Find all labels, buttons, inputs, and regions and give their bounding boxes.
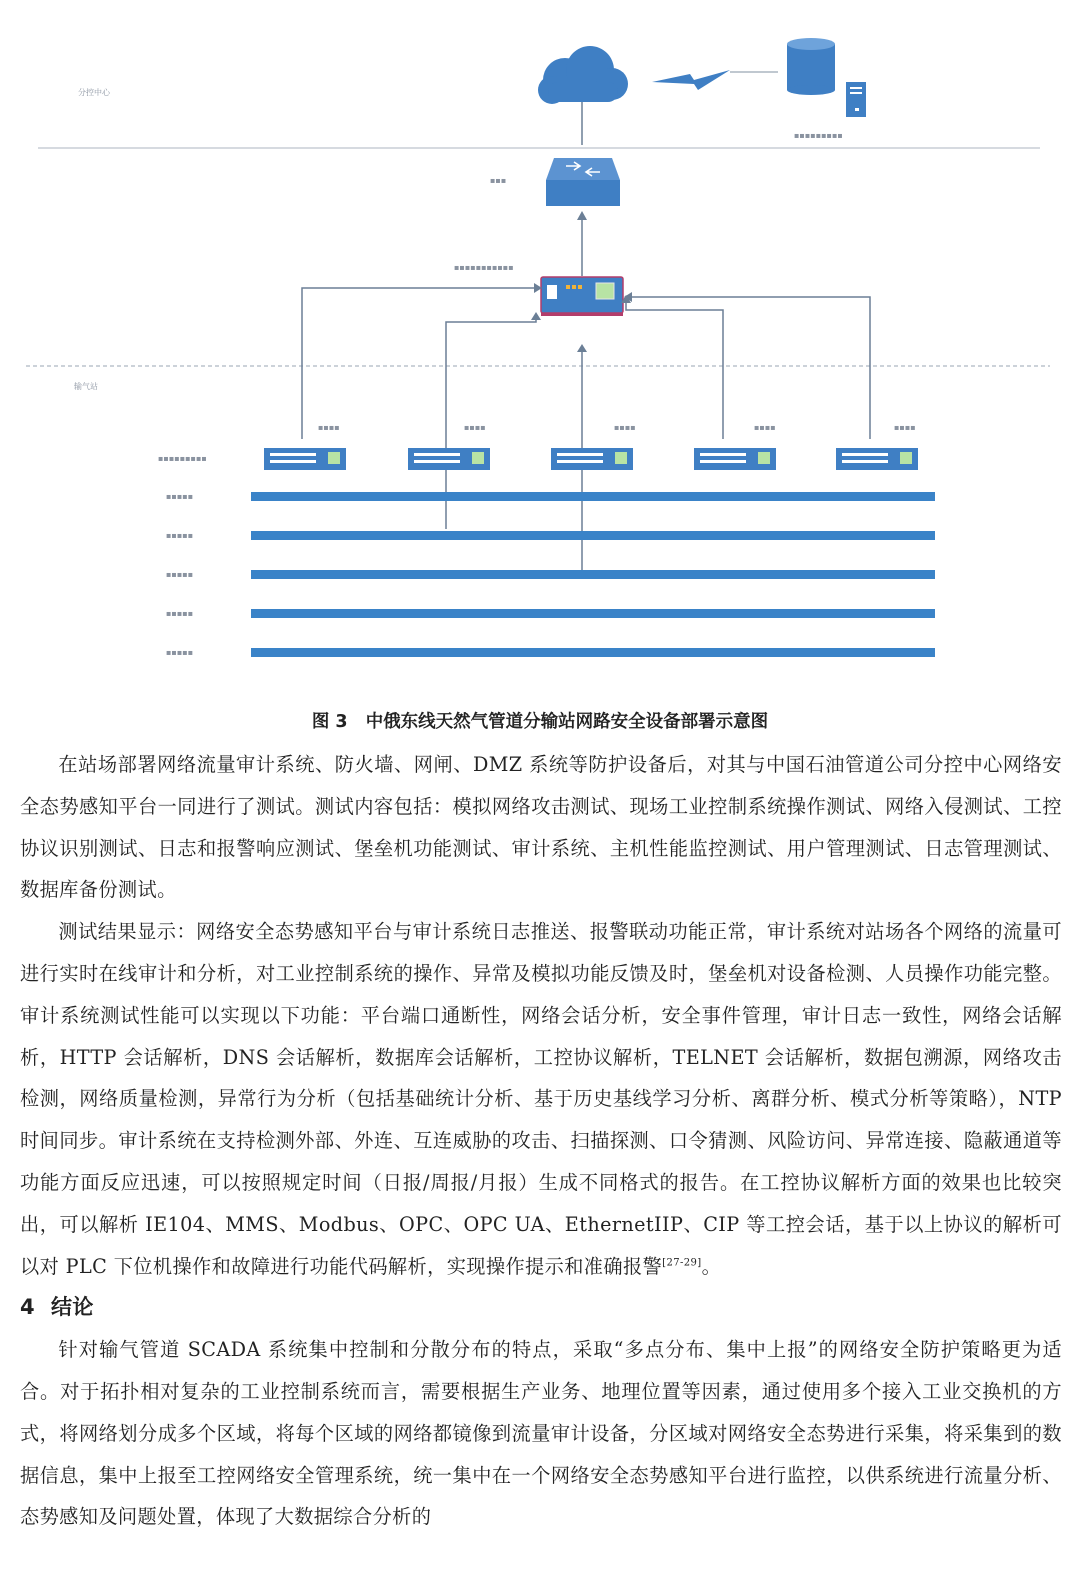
- industrial-switch-icon: [551, 423, 636, 470]
- mirror-links: [302, 288, 870, 570]
- svg-text:▪▪▪▪▪: ▪▪▪▪▪: [166, 492, 194, 501]
- figure-title: 中俄东线天然气管道分输站网路安全设备部署示意图: [365, 712, 769, 732]
- svg-text:▪▪▪▪▪: ▪▪▪▪▪: [166, 531, 194, 540]
- paragraph-test-setup: 在站场部署网络流量审计系统、防火墙、网闸、DMZ 系统等防护设备后，对其与中国石油管道公司分控中心网络安全态势感知平台一同进行了测试。测试内容包括：模拟网络攻击测试、现场工业控制系统操作测试、网络入侵测试、工控协议识别测试、日志和报警响应测试、堡垒机功能测试、审计系统、主机性能监控测试、用户管理测试、日志管理测试、数据库备份测试。: [20, 753, 1062, 902]
- industrial-network-bus: [166, 570, 935, 579]
- industrial-network-bus: [166, 609, 935, 618]
- server-icon: [846, 82, 866, 117]
- industrial-network-bus: [166, 648, 935, 657]
- citation-ref[interactable]: [27-29]: [662, 1257, 702, 1269]
- security-platform-label: ▪▪▪▪▪▪▪▪▪: [794, 131, 843, 140]
- audit-device-label: ▪▪▪▪▪▪▪▪▪▪▪: [454, 263, 514, 272]
- svg-text:▪▪▪▪: ▪▪▪▪: [754, 423, 776, 432]
- database-icon: [787, 38, 835, 95]
- cloud-icon: [538, 46, 628, 104]
- svg-text:▪▪▪▪: ▪▪▪▪: [614, 423, 636, 432]
- firewall-icon: [546, 158, 620, 206]
- svg-text:▪▪▪▪: ▪▪▪▪: [464, 423, 486, 432]
- paragraph-test-results: [20, 911, 1062, 1287]
- svg-text:▪▪▪▪▪: ▪▪▪▪▪: [166, 609, 194, 618]
- svg-text:▪▪▪▪: ▪▪▪▪: [894, 423, 916, 432]
- svg-text:▪▪▪▪▪: ▪▪▪▪▪: [166, 648, 194, 657]
- industrial-network-bus: [166, 492, 935, 501]
- industrial-switch-icon: [694, 423, 776, 470]
- figure-caption: [0, 708, 1080, 733]
- paragraph-test-results-text: 测试结果显示：网络安全态势感知平台与审计系统日志推送、报警联动功能正常，审计系统对站场各个网络的流量可进行实时在线审计和分析，对工业控制系统的操作、异常及模拟功能反馈及时，堡垒机对设备检测、人员操作功能完整。审计系统测试性能可以实现以下功能：平台端口通断性，网络会话分析，安全事件管理，审计日志一致性，网络会话解析，HTTP 会话解析，DNS 会话解析，数据库会话解析，工控协议解析，TELNET 会话解析，数据包溯源，网络攻击检测，网络质量检测，异常行为分析（包括基础统计分析、基于历史基线学习分析、离群分析、模式分析等策略），NTP 时间同步。审计系统在支持检测外部、外连、互连威胁的攻击、扫描探测、口令猜测、风险访问、异常连接、隐蔽通道等功能方面反应迅速，可以按照规定时间（日报/周报/月报）生成不同格式的报告。在工控协议解析方面的效果也比较突出，可以解析 IE104、MMS、Modbus、OPC、OPC UA、EthernetIIP、CIP 等工控会话，基于以上协议的解析可以对 PLC 下位机操作和故障进行功能代码解析，实现操作提示和准确报警: [20, 920, 1062, 1278]
- zone-label-station: 输气站: [74, 382, 98, 391]
- industrial-switch-icon: [836, 423, 918, 470]
- paragraph-end-mark: 。: [701, 1254, 722, 1278]
- section-heading: [20, 1287, 1062, 1329]
- arrow-up-icon: [577, 211, 587, 220]
- paragraph-conclusion: 针对输气管道 SCADA 系统集中控制和分散分布的特点，采取“多点分布、集中上报”的网络安全防护策略更为适合。对于拓扑相对复杂的工业控制系统而言，需要根据生产业务、地理位置等因素，通过使用多个接入工业交换机的方式，将网络划分成多个区域，将每个区域的网络都镜像到流量审计设备，分区域对网络安全态势进行采集，将采集到的数据信息，集中上报至工控网络安全管理系统，统一集中在一个网络安全态势感知平台进行监控，以供系统进行流量分析、态势感知及问题处置，体现了大数据综合分析的: [20, 1338, 1062, 1529]
- svg-text:▪▪▪▪: ▪▪▪▪: [318, 423, 340, 432]
- industrial-switch-icon: [408, 423, 490, 470]
- industrial-switch-icon: [264, 423, 346, 470]
- firewall-label: ▪▪▪: [490, 176, 507, 185]
- section-number: 4: [20, 1295, 36, 1320]
- arrow-up-icon: [577, 344, 587, 352]
- traffic-audit-device: [541, 277, 623, 316]
- article-body: [20, 744, 1062, 1538]
- figure-number: 图 3: [311, 712, 348, 732]
- lightning-link-icon: [652, 70, 730, 90]
- network-deployment-diagram: [0, 0, 1080, 700]
- arrow-up-icon: [531, 312, 541, 320]
- section-title: 结论: [51, 1295, 94, 1320]
- zone-label-control-center: 分控中心: [78, 88, 110, 97]
- svg-text:▪▪▪▪▪: ▪▪▪▪▪: [166, 570, 194, 579]
- industrial-network-bus: [166, 531, 935, 540]
- access-switch-row-label: ▪▪▪▪▪▪▪▪▪: [158, 454, 207, 463]
